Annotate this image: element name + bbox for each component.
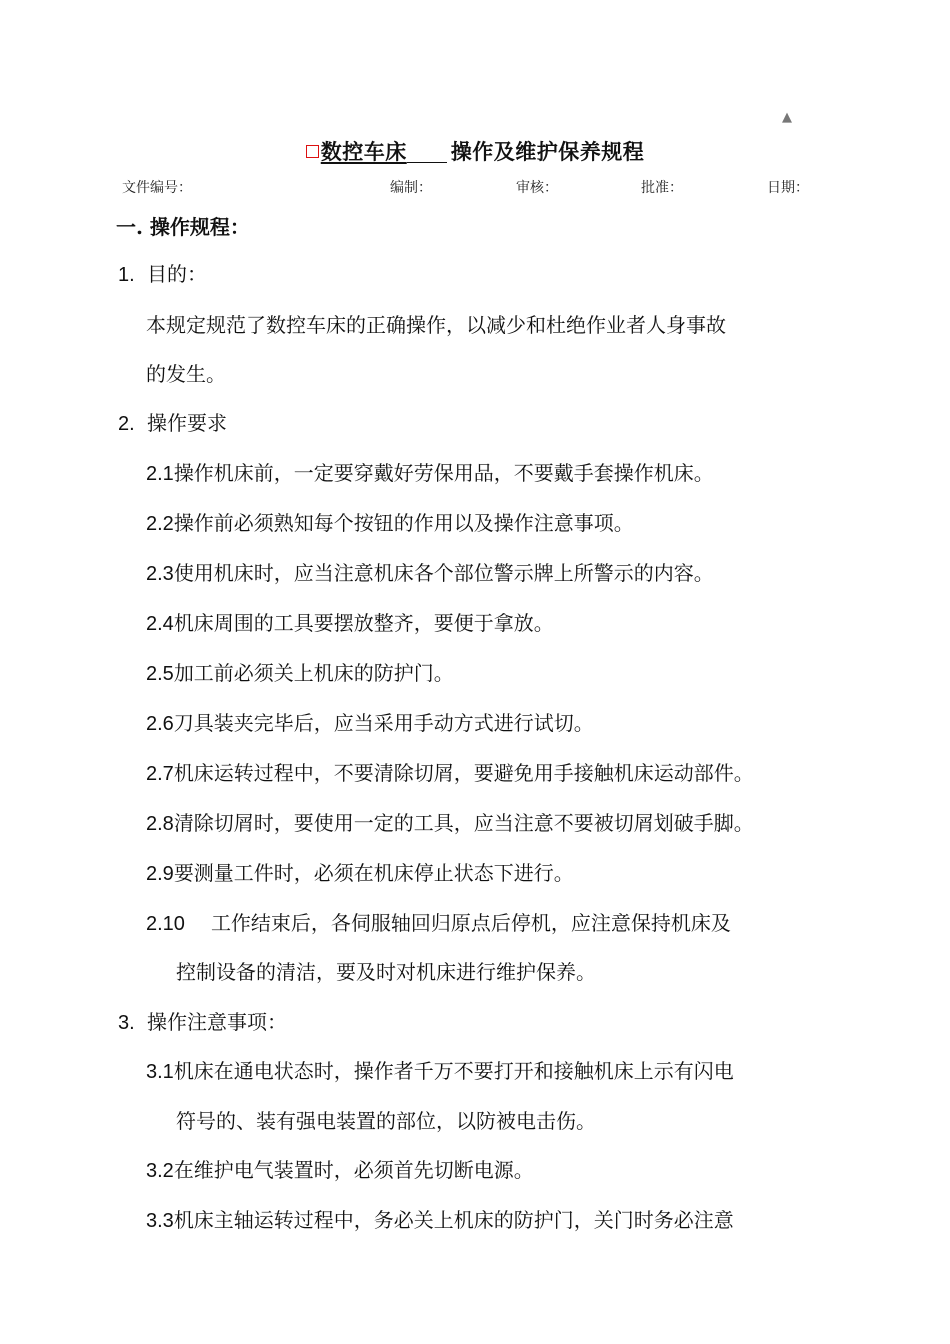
paragraph-line: 的发生。 [146, 362, 226, 386]
list-item [146, 610, 554, 637]
item-title: 操作注意事项： [147, 1010, 288, 1034]
item-text: 加工前必须关上机床的防护门。 [173, 661, 454, 685]
item-number: 2.8 [146, 813, 174, 835]
list-item [118, 261, 207, 288]
item-number: 2.4 [146, 613, 174, 635]
document-title [0, 136, 950, 166]
meta-reviewed: 审核： [516, 180, 558, 196]
meta-approved: 批准： [641, 180, 683, 196]
list-item [146, 560, 714, 587]
list-item [118, 410, 227, 437]
item-text: 机床在通电状态时，操作者千万不要打开和接触机床上示有闪电 [173, 1059, 734, 1083]
list-item [146, 910, 731, 937]
paragraph-line: 本规定规范了数控车床的正确操作，以减少和杜绝作业者人身事故 [146, 313, 726, 337]
paragraph-line: 符号的、装有强电装置的部位，以防被电击伤。 [176, 1109, 596, 1133]
list-item [118, 1009, 287, 1036]
list-item [146, 1058, 734, 1085]
item-number: 3.3 [146, 1210, 174, 1232]
title-blank [407, 144, 447, 163]
list-item [146, 660, 454, 687]
checkbox-icon [306, 145, 319, 158]
item-number: 2. [118, 413, 135, 435]
item-number: 1. [118, 264, 135, 286]
meta-file-no: 文件编号： [122, 180, 192, 196]
list-item [146, 860, 574, 887]
item-text: 使用机床时，应当注意机床各个部位警示牌上所警示的内容。 [173, 561, 714, 585]
item-number: 2.9 [146, 863, 174, 885]
item-text: 工作结束后，各伺服轴回归原点后停机，应注意保持机床及 [210, 911, 731, 935]
paragraph-line: 控制设备的清洁，要及时对机床进行维护保养。 [176, 960, 596, 984]
item-number: 3. [118, 1012, 135, 1034]
item-number: 3.1 [146, 1061, 174, 1083]
item-text: 要测量工件时，必须在机床停止状态下进行。 [173, 861, 574, 885]
item-title: 目的： [147, 262, 208, 286]
item-text: 机床周围的工具要摆放整齐，要便于拿放。 [173, 611, 554, 635]
item-text: 机床运转过程中，不要清除切屑，要避免用手接触机床运动部件。 [173, 761, 754, 785]
item-text: 操作机床前，一定要穿戴好劳保用品，不要戴手套操作机床。 [173, 461, 714, 485]
meta-date: 日期： [767, 180, 809, 196]
meta-prepared: 编制： [390, 180, 432, 196]
item-number: 2.2 [146, 513, 174, 535]
list-item [146, 1157, 534, 1184]
item-text: 机床主轴运转过程中，务必关上机床的防护门，关门时务必注意 [173, 1208, 734, 1232]
item-title: 操作要求 [147, 411, 228, 435]
title-part1: 数控车床 [320, 139, 407, 164]
item-number: 2.7 [146, 763, 174, 785]
item-number: 2.1 [146, 463, 174, 485]
item-number: 2.5 [146, 663, 174, 685]
item-number: 2.6 [146, 713, 174, 735]
list-item [146, 460, 714, 487]
item-text: 操作前必须熟知每个按钮的作用以及操作注意事项。 [173, 511, 634, 535]
item-number: 2.3 [146, 563, 174, 585]
item-text: 刀具装夹完毕后，应当采用手动方式进行试切。 [173, 711, 594, 735]
title-part2: 操作及维护保养规程 [450, 139, 645, 164]
triangle-marker-icon: ▲ [782, 110, 792, 125]
list-item [146, 510, 634, 537]
list-item [146, 810, 754, 837]
list-item [146, 710, 594, 737]
list-item [146, 760, 754, 787]
item-text: 在维护电气装置时，必须首先切断电源。 [173, 1158, 534, 1182]
list-item [146, 1207, 734, 1234]
section-heading: 一. 操作规程： [116, 215, 250, 239]
item-number: 3.2 [146, 1160, 174, 1182]
item-number: 2.10 [146, 913, 185, 935]
item-text: 清除切屑时，要使用一定的工具，应当注意不要被切屑划破手脚。 [173, 811, 754, 835]
